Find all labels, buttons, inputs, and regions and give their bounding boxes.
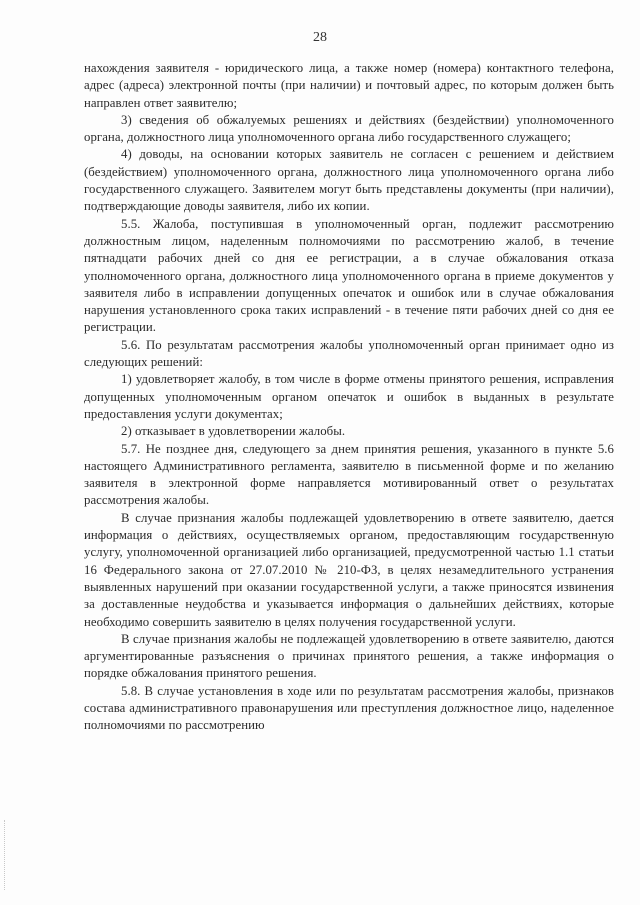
paragraph-complaint-satisfied: В случае признания жалобы подлежащей удовлетворению в ответе заявителю, дается информация о действиях, осуществляемых органом, предоставляющим государственную услугу, уполномоченной организацией либо организацией, предусмотренной частью 1.1 статьи 16 Федерального закона от 27.07.2010 № 210-ФЗ, в целях незамедлительного устранения выявленных нарушений при оказании государственной услуги, а также приносятся извинения за доставленные неудобства и указывается информация о дальнейших действиях, которые необходимо совершить заявителю в целях получения государственной услуги.	[84, 510, 614, 629]
paragraph-decision-1: 1) удовлетворяет жалобу, в том числе в форме отмены принятого решения, исправления допущенных уполномоченным органом опечаток и ошибок в выданных в результате предоставления услуги документах;	[84, 372, 614, 421]
paragraph-5-5: 5.5. Жалоба, поступившая в уполномоченный орган, подлежит рассмотрению должностным лицом, наделенным полномочиями по рассмотрению жалоб, в течение пятнадцати рабочих дней со дня ее регистрации, а в случае обжалования отказа уполномоченного органа, должностного лица уполномоченного органа в приеме документов у заявителя либо в исправлении допущенных опечаток и ошибок или в случае обжалования нарушения установленного срока таких исправлений - в течение пяти рабочих дней со дня ее регистрации.	[84, 216, 614, 335]
paragraph-contact-continuation: нахождения заявителя - юридического лица, а также номер (номера) контактного телефона, адрес (адреса) электронной почты (при наличии) и почтовый адрес, по которым должен быть направлен ответ заявителю;	[84, 61, 614, 110]
document-body	[84, 60, 614, 735]
paragraph-item-4: 4) доводы, на основании которых заявитель не согласен с решением и действием (бездействием) уполномоченного органа, должностного лица уполномоченного органа либо государственного служащего. Заявителем могут быть представлены документы (при наличии), подтверждающие доводы заявителя, либо их копии.	[84, 147, 614, 214]
paragraph-5-8: 5.8. В случае установления в ходе или по результатам рассмотрения жалобы, признаков состава административного правонарушения или преступления должностное лицо, наделенное полномочиями по рассмотрению	[84, 683, 614, 733]
paragraph-5-7: 5.7. Не позднее дня, следующего за днем принятия решения, указанного в пункте 5.6 настоящего Административного регламента, заявителю в письменной форме и по желанию заявителя в электронной форме направляется мотивированный ответ о результатах рассмотрения жалобы.	[84, 441, 614, 508]
paragraph-5-6: 5.6. По результатам рассмотрения жалобы уполномоченный орган принимает одно из следующих решений:	[84, 337, 614, 370]
paragraph-decision-2: 2) отказывает в удовлетворении жалобы.	[121, 424, 346, 439]
scan-edge-mark	[4, 820, 6, 890]
page-number: 28	[313, 30, 327, 45]
paragraph-complaint-rejected: В случае признания жалобы не подлежащей удовлетворению в ответе заявителю, даются аргументированные разъяснения о причинах принятого решения, а также информация о порядке обжалования принятого решения.	[84, 631, 614, 681]
paragraph-item-3: 3) сведения об обжалуемых решениях и действиях (бездействии) уполномоченного органа, должностного лица уполномоченного органа либо государственного служащего;	[84, 112, 614, 145]
